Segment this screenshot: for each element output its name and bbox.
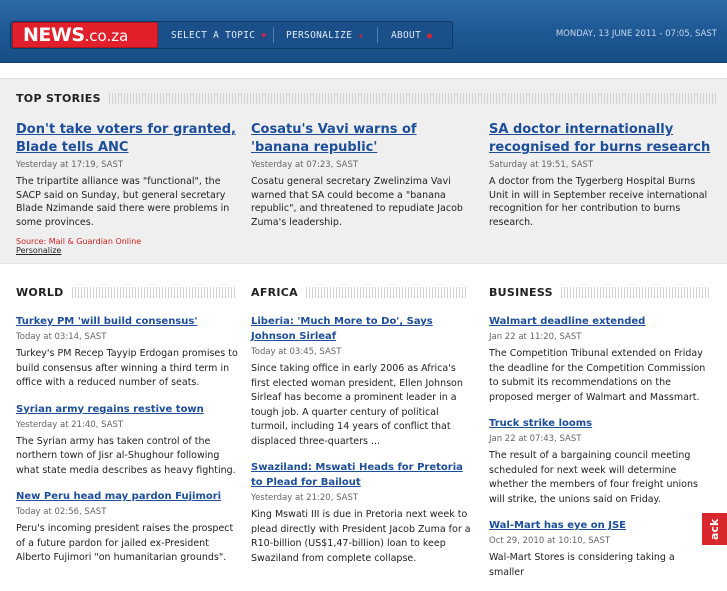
list-item bbox=[251, 460, 471, 566]
africa-column bbox=[251, 314, 471, 577]
nav-personalize[interactable] bbox=[286, 22, 363, 48]
nav-divider bbox=[273, 27, 274, 43]
list-item bbox=[251, 314, 471, 449]
nav-label: PERSONALIZE bbox=[286, 29, 353, 41]
business-column bbox=[489, 314, 711, 591]
story-time: Today at 03:14, SAST bbox=[16, 332, 107, 342]
africa-heading bbox=[251, 285, 466, 299]
story-summary: Wal-Mart Stores is considering taking a smaller bbox=[489, 552, 675, 578]
site-logo[interactable] bbox=[12, 22, 158, 48]
story-headline[interactable]: Swaziland: Mswati Heads for Pretoria to Plead for Bailout bbox=[251, 462, 463, 488]
story-summary: The result of a bargaining council meeting scheduled for next week will determine whether the members of four freight unions will strike, the unions said on Friday. bbox=[489, 450, 698, 505]
heading-stripes bbox=[306, 287, 466, 298]
feedback-tab[interactable]: ack bbox=[702, 513, 727, 545]
story-summary: King Mswati III is due in Pretoria next week to plead directly with President Jacob Zuma for a R10-billion (US$1,47-billion) loan to keep Swaziland from complete collapse. bbox=[251, 509, 471, 564]
top-story bbox=[16, 121, 244, 255]
info-icon: ● bbox=[427, 30, 433, 40]
story-summary: Turkey's PM Recep Tayyip Erdogan promises to build consensus after winning a third term in office with a reduced number of seats. bbox=[16, 348, 238, 388]
nav-select-topic[interactable] bbox=[171, 22, 266, 48]
list-item bbox=[489, 314, 711, 405]
story-time: Jan 22 at 07:43, SAST bbox=[489, 434, 582, 444]
story-time: Yesterday at 07:23, SAST bbox=[251, 160, 359, 170]
world-heading bbox=[16, 285, 237, 299]
section-title: TOP STORIES bbox=[16, 91, 101, 105]
current-date: MONDAY, 13 JUNE 2011 - 07:05, SAST bbox=[555, 29, 717, 39]
story-summary: The Competition Tribunal extended on Friday the deadline for the Competition Commission to submit its recommendations on the proposed merger of Walmart and Massmart. bbox=[489, 348, 706, 403]
personalize-link[interactable]: Personalize bbox=[16, 246, 62, 255]
star-icon: ★ bbox=[358, 30, 364, 40]
business-heading bbox=[489, 285, 711, 299]
section-title: BUSINESS bbox=[489, 285, 553, 299]
list-item bbox=[489, 518, 711, 580]
list-item bbox=[16, 489, 242, 566]
nav-about[interactable] bbox=[391, 22, 432, 48]
chevron-down-icon: ▼ bbox=[261, 30, 267, 40]
story-time: Jan 22 at 11:20, SAST bbox=[489, 332, 582, 342]
section-title: AFRICA bbox=[251, 285, 298, 299]
list-item bbox=[16, 402, 242, 479]
list-item bbox=[489, 416, 711, 507]
heading-stripes bbox=[561, 287, 711, 298]
story-time: Yesterday at 17:19, SAST bbox=[16, 160, 124, 170]
section-title: WORLD bbox=[16, 285, 64, 299]
story-headline[interactable]: New Peru head may pardon Fujimori bbox=[16, 491, 222, 502]
section-heading bbox=[16, 91, 716, 105]
story-headline[interactable]: Syrian army regains restive town bbox=[16, 403, 204, 415]
site-header bbox=[0, 0, 727, 63]
nav-divider bbox=[377, 27, 378, 43]
story-summary: Since taking office in early 2006 as Africa's first elected woman president, Ellen Johnson Sirleaf has become a prominent leader in a tough job. A quarter century of political turmoil, including 14 years of conflict that displaced three-quarters ... bbox=[251, 363, 463, 447]
heading-stripes bbox=[109, 93, 716, 104]
story-summary: Cosatu general secretary Zwelinzima Vavi warned that SA could become a "banana republic", and threatened to repudiate Jacob Zuma's leadership. bbox=[251, 176, 463, 228]
story-time: Today at 02:56, SAST bbox=[16, 507, 107, 517]
top-stories-section bbox=[0, 78, 727, 264]
story-headline[interactable]: Turkey PM 'will build consensus' bbox=[16, 316, 198, 327]
story-headline[interactable]: Wal-Mart has eye on JSE bbox=[489, 520, 626, 531]
story-source: Source: Mail & Guardian Online bbox=[16, 237, 142, 246]
story-headline[interactable]: Walmart deadline extended bbox=[489, 316, 646, 327]
top-story bbox=[251, 121, 473, 229]
story-headline[interactable]: SA doctor internationally recognised for burns research bbox=[489, 122, 711, 155]
story-time: Oct 29, 2010 at 10:10, SAST bbox=[489, 536, 611, 546]
story-summary: The Syrian army has taken control of the northern town of Jisr al-Shughour following what state media describes as heavy fighting. bbox=[16, 435, 236, 476]
story-time: Today at 03:45, SAST bbox=[251, 347, 342, 357]
story-headline[interactable]: Cosatu's Vavi warns of 'banana republic' bbox=[251, 122, 417, 155]
story-time: Yesterday at 21:40, SAST bbox=[16, 419, 124, 430]
logo-text: NEWS bbox=[23, 24, 85, 46]
story-headline[interactable]: Truck strike looms bbox=[489, 418, 593, 429]
story-headline[interactable]: Don't take voters for granted, Blade tells ANC bbox=[16, 122, 236, 155]
story-time: Yesterday at 21:20, SAST bbox=[251, 493, 359, 503]
nav-label: SELECT A TOPIC bbox=[171, 29, 256, 41]
story-time: Saturday at 19:51, SAST bbox=[489, 160, 594, 170]
story-summary: A doctor from the Tygerberg Hospital Burns Unit in will in September receive international recognition for her contribution to burns research. bbox=[489, 176, 708, 228]
list-item bbox=[16, 314, 242, 391]
heading-stripes bbox=[72, 287, 237, 298]
top-story bbox=[489, 121, 714, 229]
story-summary: Peru's incoming president raises the prospect of a future pardon for jailed ex-President Alberto Fujimori "on humanitarian grounds". bbox=[16, 523, 234, 563]
nav-label: ABOUT bbox=[391, 29, 422, 41]
story-summary: The tripartite alliance was "functional", the SACP said on Sunday, but general secretary Blade Nzimande said there were problems in some provinces. bbox=[16, 176, 230, 228]
world-column bbox=[16, 314, 242, 577]
logo-domain: .co.za bbox=[84, 27, 129, 45]
story-headline[interactable]: Liberia: 'Much More to Do', Says Johnson Sirleaf bbox=[251, 316, 433, 342]
